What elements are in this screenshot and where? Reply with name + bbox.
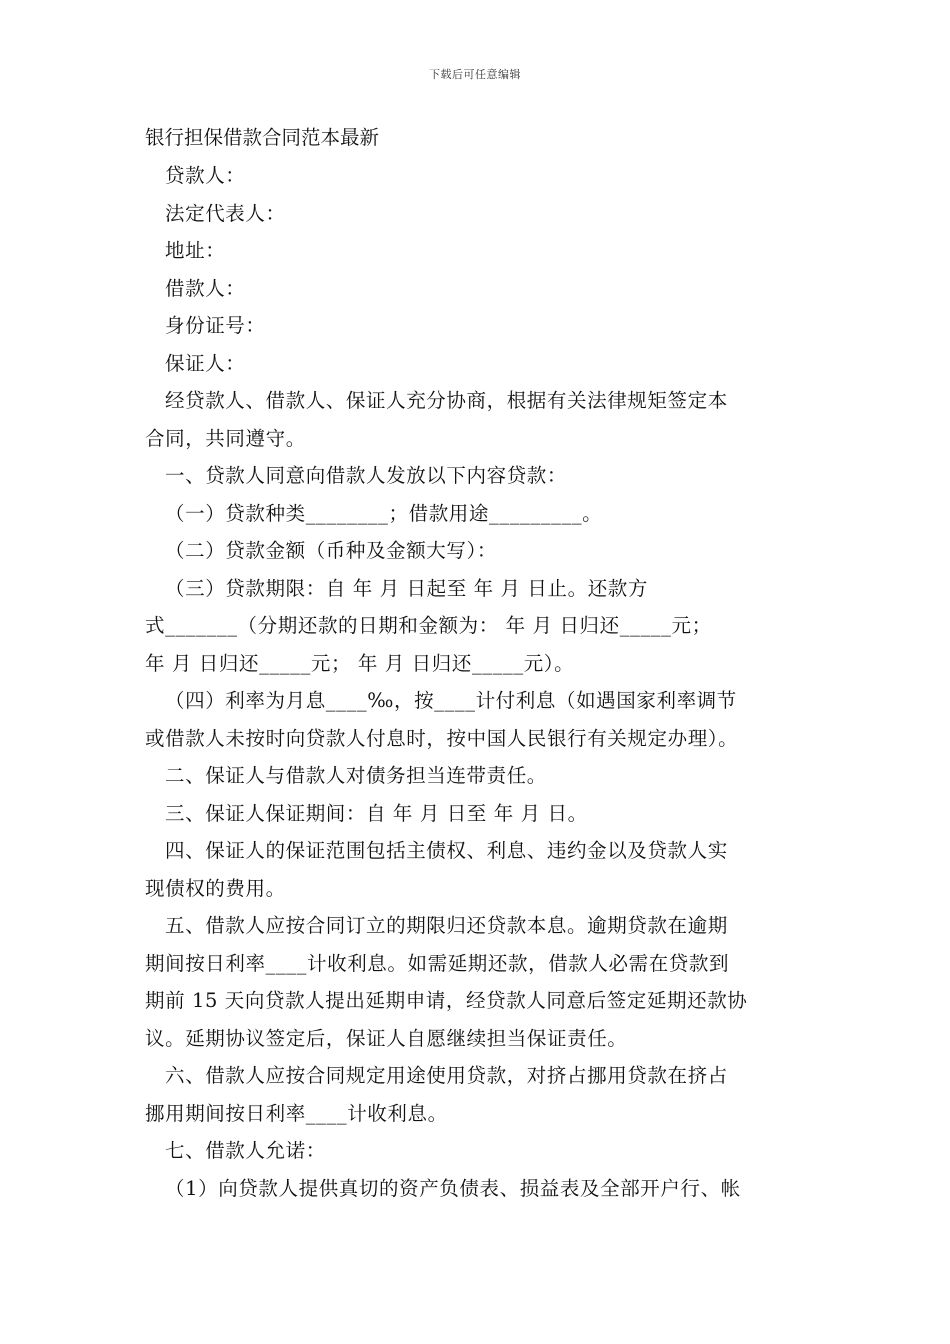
contract-line: 议。延期协议签定后，保证人自愿继续担当保证责任。 — [145, 1026, 628, 1050]
header-note: 下载后可任意编辑 — [429, 68, 521, 81]
document-title: 银行担保借款合同范本最新 — [145, 126, 380, 149]
contract-line: 三、保证人保证期间：自 年 月 日至 年 月 日。 — [165, 801, 588, 825]
contract-line: 四、保证人的保证范围包括主债权、利息、违约金以及贷款人实 — [165, 839, 728, 862]
contract-line: 年 月 日归还_____元； 年 月 日归还_____元）。 — [145, 651, 575, 675]
contract-line: 经贷款人、借款人、保证人充分协商，根据有关法律规矩签定本 — [165, 389, 728, 412]
contract-line: 法定代表人： — [165, 201, 286, 225]
contract-line: 期间按日利率____计收利息。如需延期还款，借款人必需在贷款到 — [145, 951, 730, 975]
contract-line: （二）贷款金额（币种及金额大写）： — [165, 539, 497, 562]
contract-line: 地址： — [165, 239, 226, 262]
contract-line: （1）向贷款人提供真切的资产负债表、损益表及全部开户行、帐 — [165, 1176, 741, 1200]
contract-line: 身份证号： — [165, 314, 266, 337]
contract-line: 一、贷款人同意向借款人发放以下内容贷款： — [165, 464, 568, 487]
contract-line: 现债权的费用。 — [145, 876, 286, 900]
contract-line: 期前 15 天向贷款人提出延期申请，经贷款人同意后签定延期还款协 — [145, 989, 748, 1012]
contract-line: 或借款人未按时向贷款人付息时，按中国人民银行有关规定办理）。 — [145, 726, 739, 750]
contract-line: （一）贷款种类________；借款用途_________。 — [165, 501, 603, 525]
contract-line: 六、借款人应按合同规定用途使用贷款，对挤占挪用贷款在挤占 — [165, 1064, 728, 1087]
contract-line: 式_______（分期还款的日期和金额为： 年 月 日归还_____元； — [145, 614, 712, 637]
contract-line: 七、借款人允诺： — [165, 1139, 326, 1162]
contract-line: 保证人： — [165, 351, 246, 375]
contract-line: 贷款人： — [165, 164, 246, 187]
contract-lines — [145, 157, 815, 1207]
contract-line: 合同，共同遵守。 — [145, 426, 306, 450]
contract-line: 二、保证人与借款人对债务担当连带责任。 — [165, 764, 547, 787]
contract-line: 五、借款人应按合同订立的期限归还贷款本息。逾期贷款在逾期 — [165, 914, 728, 937]
document-body — [145, 122, 815, 1207]
contract-line: 挪用期间按日利率____计收利息。 — [145, 1101, 448, 1125]
contract-line: （四）利率为月息____‰，按____计付利息（如遇国家利率调节 — [165, 689, 737, 712]
contract-line: （三）贷款期限：自 年 月 日起至 年 月 日止。还款方 — [165, 576, 648, 600]
contract-line: 借款人： — [165, 276, 246, 300]
